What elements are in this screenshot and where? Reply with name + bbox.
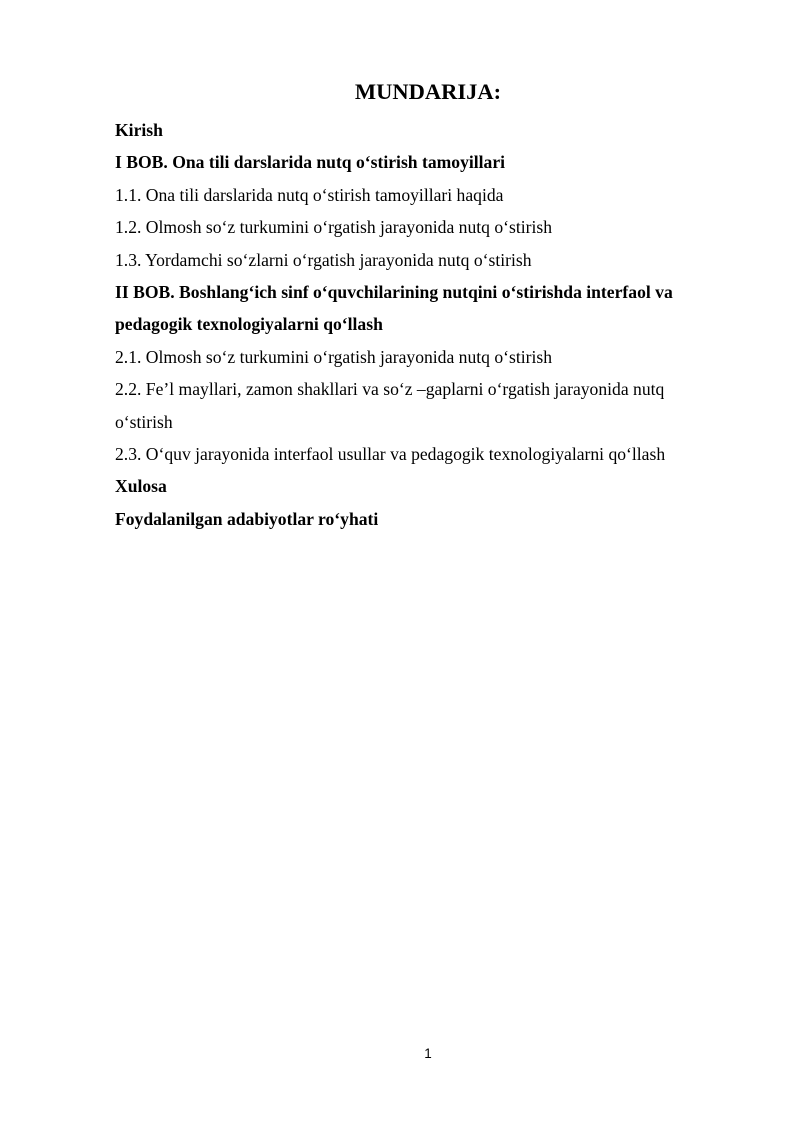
page-number: 1 <box>424 1046 432 1061</box>
toc-entry-xulosa: Xulosa <box>115 476 167 497</box>
toc-chapter-1-heading: I BOB. Ona tili darslarida nutq o‘stirish tamoyillari <box>115 152 506 173</box>
table-of-contents <box>115 114 725 535</box>
toc-chapter-2-heading-line-2: pedagogik texnologiyalarni qo‘llash <box>115 314 383 335</box>
toc-section-2-2-line-2: o‘stirish <box>115 411 173 432</box>
toc-section-2-1: 2.1. Olmosh so‘z turkumini o‘rgatish jarayonida nutq o‘stirish <box>115 346 553 367</box>
toc-section-2-3: 2.3. O‘quv jarayonida interfaol usullar va pedagogik texnologiyalarni qo‘llash <box>115 443 666 464</box>
toc-section-1-2: 1.2. Olmosh so‘z turkumini o‘rgatish jarayonida nutq o‘stirish <box>115 217 553 238</box>
toc-section-2-2-line-1: 2.2. Fe’l mayllari, zamon shakllari va so‘z –gaplarni o‘rgatish jarayonida nutq <box>115 379 665 400</box>
toc-chapter-2-heading-line-1: II BOB. Boshlang‘ich sinf o‘quvchilarining nutqini o‘stirishda interfaol va <box>115 281 673 302</box>
toc-entry-references: Foydalanilgan adabiyotlar ro‘yhati <box>115 508 379 529</box>
page-title: MUNDARIJA: <box>354 79 502 104</box>
toc-entry-kirish: Kirish <box>115 120 163 140</box>
toc-section-1-3: 1.3. Yordamchi so‘zlarni o‘rgatish jarayonida nutq o‘stirish <box>115 249 532 270</box>
toc-section-1-1: 1.1. Ona tili darslarida nutq o‘stirish tamoyillari haqida <box>115 184 504 205</box>
